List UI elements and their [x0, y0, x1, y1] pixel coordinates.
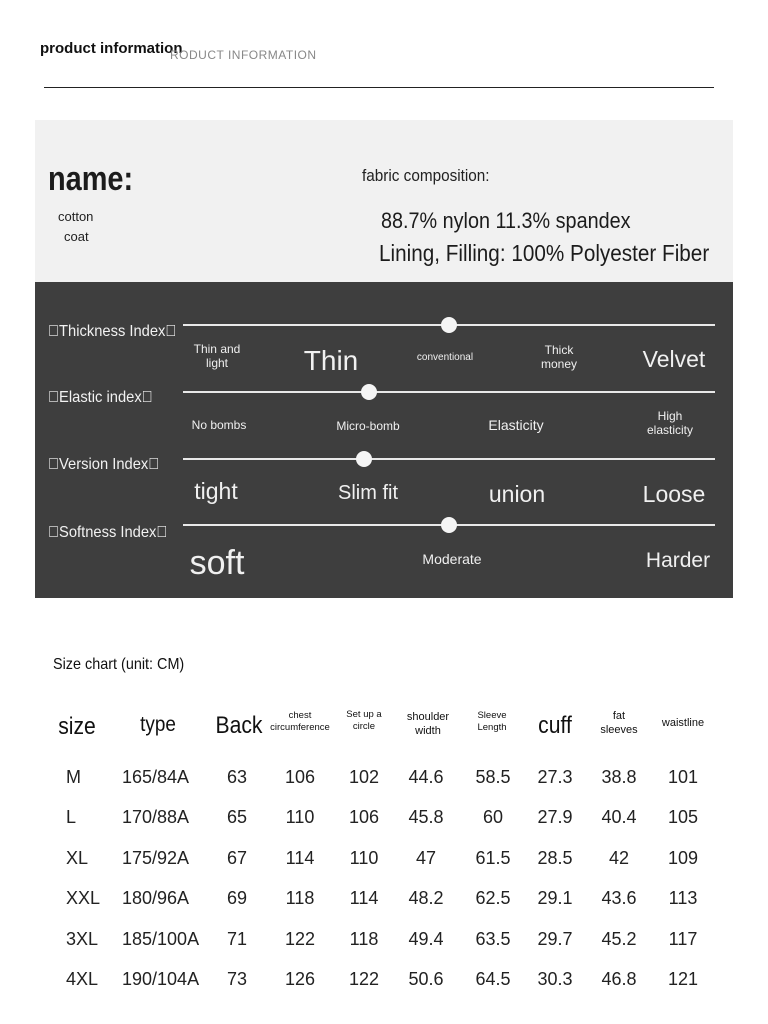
elastic-index-track [183, 391, 715, 393]
table-cell: 58.5 [475, 767, 511, 787]
table-cell: 110 [285, 807, 315, 827]
header-fat-sleeves: fat sleeves [600, 710, 638, 736]
page-title: product information [40, 40, 183, 57]
table-cell: 65 [226, 807, 248, 827]
table-cell: 165/84A [122, 767, 190, 787]
table-cell: 109 [667, 848, 699, 868]
table-cell: 45.2 [601, 929, 637, 949]
thickness-index-title:  Thickness Index  [48, 323, 177, 340]
size-cell: 4XL [66, 969, 99, 989]
header-set-up-a-circle: Set up a circle [346, 709, 382, 732]
table-cell: 105 [667, 807, 699, 827]
table-cell: 121 [667, 969, 699, 989]
header-type: type [140, 713, 176, 736]
index-panel [35, 282, 733, 598]
size-cell: L [66, 807, 77, 827]
softness-index-track [183, 524, 715, 526]
elastic-option-no-bombs: No bombs [191, 418, 247, 432]
header-chest-circumference: chest circumference [270, 710, 330, 733]
softness-option-harder: Harder [645, 549, 711, 572]
table-cell: 47 [415, 848, 437, 868]
version-index-title:  Version Index  [48, 456, 160, 473]
thickness-option-velvet: Velvet [642, 346, 706, 372]
version-option-tight: tight [194, 478, 238, 504]
version-index-knob [356, 451, 372, 467]
elastic-option-micro-bomb: Micro-bomb [336, 419, 400, 433]
table-cell: 63 [226, 767, 248, 787]
size-cell: XXL [66, 888, 101, 908]
table-cell: 190/104A [122, 969, 200, 989]
elastic-index-knob [361, 384, 377, 400]
table-cell: 48.2 [408, 888, 444, 908]
table-cell: 60 [482, 807, 504, 827]
table-cell: 29.7 [537, 929, 573, 949]
table-cell: 118 [349, 929, 379, 949]
table-cell: 180/96A [122, 888, 190, 908]
table-cell: 62.5 [475, 888, 511, 908]
softness-option-soft: soft [189, 544, 245, 582]
table-cell: 29.1 [537, 888, 573, 908]
softness-option-moderate: Moderate [422, 551, 482, 567]
table-cell: 185/100A [122, 929, 200, 949]
table-cell: 49.4 [408, 929, 444, 949]
table-cell: 38.8 [601, 767, 637, 787]
table-cell: 110 [349, 848, 379, 868]
name-value-line2: coat [64, 229, 89, 244]
table-cell: 113 [668, 888, 698, 908]
fabric-composition-line2: Lining, Filling: 100% Polyester Fiber [379, 240, 710, 266]
thickness-index-track [183, 324, 715, 326]
table-cell: 118 [285, 888, 315, 908]
table-cell: 122 [348, 969, 380, 989]
table-cell: 71 [226, 929, 248, 949]
thickness-option-conventional: conventional [416, 352, 474, 363]
size-cell: XL [66, 848, 89, 868]
table-cell: 43.6 [601, 888, 637, 908]
table-cell: 170/88A [122, 807, 190, 827]
table-cell: 42 [608, 848, 630, 868]
elastic-option-high-elasticity: High elasticity [646, 409, 693, 438]
thickness-index-knob [441, 317, 457, 333]
elastic-index-title:  Elastic index  [48, 389, 153, 406]
size-cell: 3XL [66, 929, 99, 949]
header-size: size [58, 713, 96, 740]
table-cell: 40.4 [601, 807, 637, 827]
table-cell: 45.8 [408, 807, 444, 827]
thickness-option-thin-and-light: Thin and light [193, 342, 241, 371]
size-cell: M [66, 767, 81, 787]
softness-index-title:  Softness Index  [48, 524, 168, 541]
table-cell: 73 [226, 969, 248, 989]
name-value-line1: cotton [58, 209, 94, 224]
size-chart-title: Size chart (unit: CM) [53, 656, 185, 673]
table-cell: 28.5 [537, 848, 573, 868]
header-sleeve-length: Sleeve Length [477, 710, 507, 733]
version-option-loose: Loose [642, 481, 706, 507]
version-option-union: union [488, 481, 546, 507]
table-cell: 67 [226, 848, 248, 868]
thickness-option-thick-money: Thick money [540, 343, 578, 372]
table-cell: 101 [667, 767, 699, 787]
table-cell: 117 [668, 929, 698, 949]
table-cell: 102 [348, 767, 380, 787]
table-cell: 44.6 [408, 767, 444, 787]
table-cell: 61.5 [475, 848, 511, 868]
page-subtitle: RODUCT INFORMATION [170, 48, 317, 62]
header-shoulder-width: shoulder width [406, 711, 450, 737]
name-label: name: [48, 160, 134, 198]
header-waistline: waistline [661, 717, 705, 729]
table-cell: 63.5 [475, 929, 511, 949]
fabric-composition-label: fabric composition: [362, 166, 490, 185]
table-cell: 122 [284, 929, 316, 949]
table-cell: 30.3 [537, 969, 573, 989]
table-cell: 114 [285, 848, 315, 868]
version-index-track [183, 458, 715, 460]
softness-index-knob [441, 517, 457, 533]
table-cell: 50.6 [408, 969, 444, 989]
table-cell: 114 [349, 888, 379, 908]
table-cell: 69 [226, 888, 248, 908]
table-cell: 46.8 [601, 969, 637, 989]
table-cell: 126 [284, 969, 316, 989]
thickness-option-thin: Thin [303, 345, 359, 376]
header-divider [44, 87, 714, 88]
table-cell: 106 [348, 807, 380, 827]
table-cell: 27.3 [537, 767, 573, 787]
table-cell: 64.5 [475, 969, 511, 989]
header-cuff: cuff [538, 712, 572, 739]
version-option-slim-fit: Slim fit [338, 482, 398, 504]
table-cell: 175/92A [122, 848, 190, 868]
elastic-option-elasticity: Elasticity [488, 417, 544, 433]
header-back: Back [215, 712, 263, 739]
table-cell: 27.9 [537, 807, 573, 827]
table-cell: 106 [284, 767, 316, 787]
fabric-composition-line1: 88.7% nylon 11.3% spandex [381, 208, 631, 233]
